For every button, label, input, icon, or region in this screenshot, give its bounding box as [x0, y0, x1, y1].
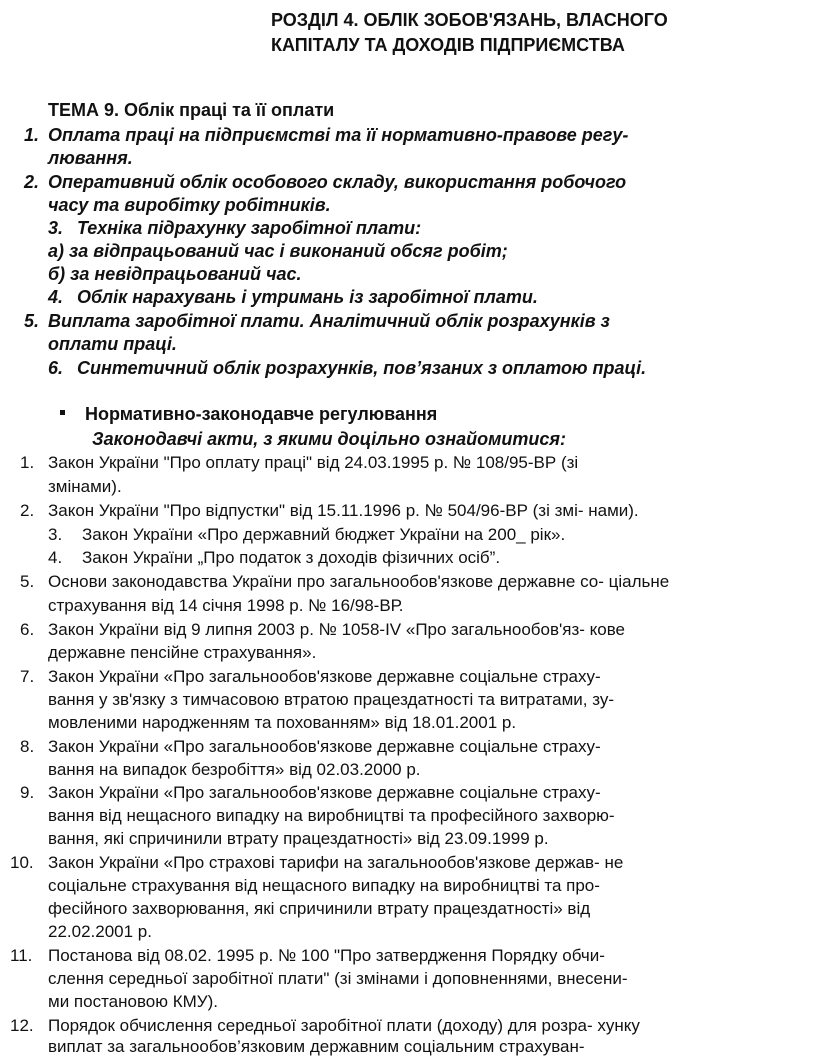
topic-item-number: 5. — [24, 311, 40, 331]
section-title-line2: КАПІТАЛУ ТА ДОХОДІВ ПІДПРИЄМСТВА — [271, 35, 625, 55]
topic-item: Виплата заробітної плати. Аналітичний облік розрахунків з — [48, 311, 610, 331]
law-text: змінами). — [48, 477, 122, 496]
law-text: вання на випадок безробіття» від 02.03.2000 р. — [48, 760, 421, 779]
law-text: Порядок обчислення середньої заробітної плати (доходу) для розра- хунку — [48, 1016, 640, 1035]
topic-item: оплати праці. — [48, 334, 177, 354]
topic-item: Синтетичний облік розрахунків, пов’язаних з оплатою праці. — [77, 358, 647, 378]
law-text: страхування від 14 січня 1998 р. № 16/98-ВР. — [48, 596, 404, 615]
topic-item: часу та виробітку робітників. — [48, 195, 331, 215]
law-text: ми постановою КМУ). — [48, 992, 218, 1011]
law-number: 7. — [20, 667, 35, 686]
topic-item-number: 1. — [24, 125, 40, 145]
topic-item: Оплата праці на підприємстві та її нормативно-правове регу- — [48, 125, 629, 145]
topic-item-number: 6. — [48, 358, 64, 378]
law-number: 2. — [20, 501, 35, 520]
regulation-heading: Нормативно-законодавче регулювання — [85, 404, 438, 424]
law-text: Закон України від 9 липня 2003 р. № 1058-IV «Про загальнообов'яз- кове — [48, 620, 626, 639]
law-text: вання від нещасного випадку на виробництві та професійного захворю- — [48, 806, 615, 825]
law-text: фесійного захворювання, які спричинили втрату працездатності» від — [48, 899, 591, 918]
law-text: Закон України «Про загальнообов'язкове державне соціальне страху- — [48, 737, 601, 756]
law-number: 1. — [20, 453, 35, 472]
law-text: Закон України «Про страхові тарифи на загальнообов'язкове держав- не — [48, 853, 624, 872]
law-number: 6. — [20, 620, 35, 639]
law-text: Закон України «Про державний бюджет України на 200_ рік». — [82, 525, 566, 544]
topic-item-number: 4. — [48, 287, 64, 307]
law-number: 5. — [20, 572, 35, 591]
topic-item: Облік нарахувань і утримань із заробітної плати. — [77, 287, 538, 307]
law-text: Закон України "Про відпустки" від 15.11.1996 р. № 504/96-ВР (зі змі- нами). — [48, 501, 639, 520]
law-text: державне пенсійне страхування». — [48, 643, 317, 662]
section-title-line1: РОЗДІЛ 4. ОБЛІК ЗОБОВ'ЯЗАНЬ, ВЛАСНОГО — [271, 10, 668, 30]
law-text: соціальне страхування від нещасного випадку на виробництві та про- — [48, 876, 600, 895]
law-text: Закон України „Про податок з доходів фізичних осіб”. — [82, 548, 501, 567]
law-text: 22.02.2001 р. — [48, 922, 152, 941]
law-text: вання, які спричинили втрату працездатності» від 23.09.1999 р. — [48, 829, 549, 848]
law-text: Основи законодавства України про загальнообов'язкове державне со- ціальне — [48, 572, 670, 591]
topic-item-number: 3. — [48, 218, 64, 238]
law-number: 8. — [20, 737, 35, 756]
bullet-icon — [60, 410, 65, 415]
topic-subitem: а) за відпрацьований час і виконаний обсяг робіт; — [48, 241, 508, 261]
law-number: 4. — [48, 548, 63, 567]
law-number: 10. — [10, 853, 34, 872]
law-number: 3. — [48, 525, 63, 544]
law-text: мовленими народженням та похованням» від 18.01.2001 р. — [48, 713, 517, 732]
law-text: виплат за загальнообов’язковим державним соціальним страхуван- — [48, 1037, 585, 1056]
law-text: вання у зв'язку з тимчасовою втратою працездатності та витратами, зу- — [48, 690, 615, 709]
law-number: 11. — [10, 946, 33, 965]
law-text: Закон України "Про оплату праці" від 24.03.1995 р. № 108/95-ВР (зі — [48, 453, 579, 472]
topic-item: Техніка підрахунку заробітної плати: — [77, 218, 422, 238]
law-text: слення середньої заробітної плати" (зі змінами і доповненнями, внесени- — [48, 969, 628, 988]
regulation-subheading: Законодавчі акти, з якими доцільно ознайомитися: — [92, 429, 566, 449]
law-text: Закон України «Про загальнообов'язкове державне соціальне страху- — [48, 667, 601, 686]
topic-subitem: б) за невідпрацьований час. — [48, 264, 302, 284]
law-number: 12. — [10, 1016, 34, 1035]
law-number: 9. — [20, 783, 35, 802]
topic-item: Оперативний облік особового складу, використання робочого — [48, 172, 627, 192]
topic-item: лювання. — [48, 148, 133, 168]
law-text: Постанова від 08.02. 1995 р. № 100 "Про затвердження Порядку обчи- — [48, 946, 605, 965]
law-text: Закон України «Про загальнообов'язкове державне соціальне страху- — [48, 783, 601, 802]
topic-title: ТЕМА 9. Облік праці та її оплати — [48, 100, 335, 120]
topic-item-number: 2. — [24, 172, 40, 192]
